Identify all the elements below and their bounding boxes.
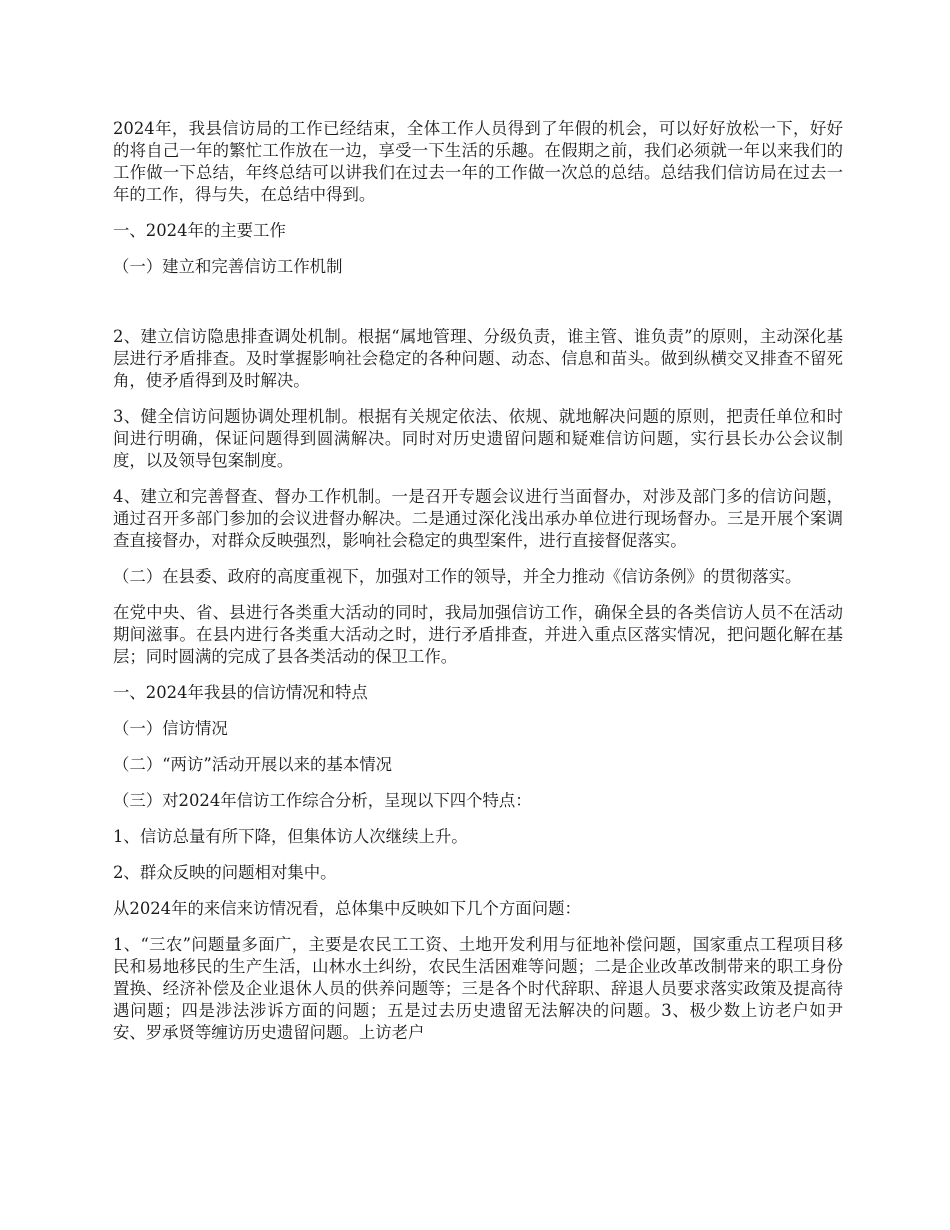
paragraph-major-activities: 在党中央、省、县进行各类重大活动的同时，我局加强信访工作，确保全县的各类信访人员不在活动期间滋事。在县内进行各类重大活动之时，进行矛盾排查，并进入重点区落实情况，把问题化解在基层；同时圆满的完成了县各类活动的保卫工作。 — [113, 603, 843, 666]
paragraph-issues-list: 1、“三农”问题量多面广，主要是农民工工资、土地开发利用与征地补偿问题，国家重点工程项目移民和易地移民的生产生活，山林水土纠纷，农民生活困难等问题；二是企业改革改制带来的职工身份置换、经济补偿及企业退休人员的供养问题等；三是各个时代辞职、辞退人员要求落实政策及提高待遇问题；四是涉法涉诉方面的问题；五是过去历史遗留无法解决的问题。3、极少数上访老户如尹安、罗承贤等缠访历史遗留问题。上访老户 — [113, 935, 843, 1042]
document-page — [113, 118, 843, 1058]
paragraph-item-3: 3、健全信访问题协调处理机制。根据有关规定依法、依规、就地解决问题的原则，把责任单位和时间进行明确，保证问题得到圆满解决。同时对历史遗留问题和疑难信访问题，实行县长办公会议制度，以及领导包案制度。 — [113, 407, 843, 470]
intro-paragraph: 2024年，我县信访局的工作已经结束，全体工作人员得到了年假的机会，可以好好放松一下，好好的将自己一年的繁忙工作放在一边，享受一下生活的乐趣。在假期之前，我们必须就一年以来我们的工作做一下总结，年终总结可以讲我们在过去一年的工作做一次总的总结。总结我们信访局在过去一年的工作，得与失，在总结中得到。 — [113, 119, 843, 204]
subsection-heading-leadership: （二）在县委、政府的高度重视下，加强对工作的领导，并全力推动《信访条例》的贯彻落实。 — [113, 567, 802, 586]
paragraph-summary-intro: 从2024年的来信来访情况看，总体集中反映如下几个方面问题： — [113, 899, 581, 918]
feature-item-1: 1、信访总量有所下降，但集体访人次继续上升。 — [113, 827, 468, 846]
feature-item-2: 2、群众反映的问题相对集中。 — [113, 863, 337, 882]
paragraph-item-4: 4、建立和完善督查、督办工作机制。一是召开专题会议进行当面督办，对涉及部门多的信访问题，通过召开多部门参加的会议进督办解决。二是通过深化浅出承办单位进行现场督办。三是开展个案调查直接督办，对群众反映强烈，影响社会稳定的典型案件，进行直接督促落实。 — [113, 487, 843, 550]
section-heading-situation: 一、2024年我县的信访情况和特点 — [113, 683, 368, 702]
paragraph-item-2: 2、建立信访隐患排查调处机制。根据“属地管理、分级负责，谁主管、谁负责”的原则，主动深化基层进行矛盾排查。及时掌握影响社会稳定的各种问题、动态、信息和苗头。做到纵横交叉排查不留死角，使矛盾得到及时解决。 — [113, 327, 843, 390]
subsection-heading-two-visits: （二）“两访”活动开展以来的基本情况 — [113, 755, 393, 774]
subsection-heading-analysis: （三）对2024年信访工作综合分析，呈现以下四个特点： — [113, 791, 532, 810]
subsection-heading-mechanism: （一）建立和完善信访工作机制 — [113, 257, 343, 276]
subsection-heading-situation: （一）信访情况 — [113, 719, 228, 738]
section-heading-main-work: 一、2024年的主要工作 — [113, 221, 286, 240]
